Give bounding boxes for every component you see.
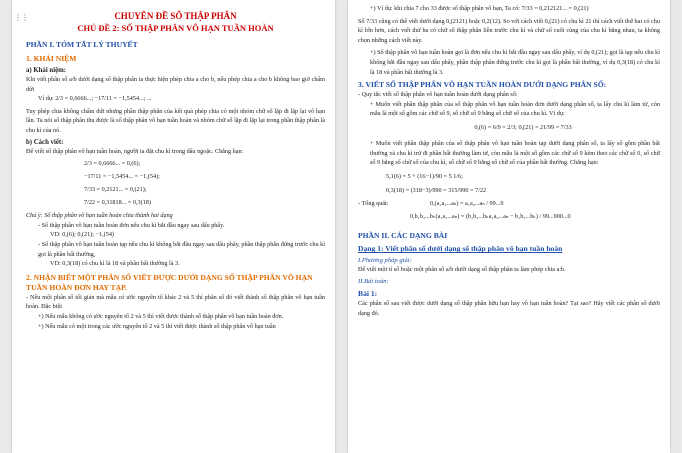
part-heading: PHẦN II. CÁC DẠNG BÀI (358, 231, 448, 241)
general-label: - Tổng quát: (358, 199, 389, 207)
paragraph: Tuy phép chia không chấm dứt nhưng phần thập phân của kết quả phép chia có một nhóm chữ số lặp đi lặp lại vô hạn lần. Ta nói số thập phân thu được là số thập phân vô hạn tuần hoàn và nhóm chữ số lặp đi lặp lại trong phần thập phân là chu kì của nó. (26, 107, 325, 134)
paragraph: - Quy tắc viết số thập phân vô hạn tuần hoàn dưới dạng phân số: (358, 91, 518, 99)
exercise-number: Bài 1: (358, 288, 378, 298)
document-page-left (12, 0, 335, 453)
paragraph: + Muốn viết phần thập phân của số thập phân vô hạn tuần hoàn đơn dưới dạng phân số, ta lấy chu kì làm tử, còn mẫu là một số gồm các chữ số 9, số chữ số 9 bằng số chữ số của chu kì. Ví dụ: (370, 100, 660, 118)
formula-line: 0,(6) = 6/9 = 2/3; 0,(21) = 21/99 = 7/33 (474, 123, 572, 131)
exercise-heading: II.Bài toán: (358, 277, 389, 285)
subsection-heading: b) Cách viết: (26, 138, 64, 146)
general-formula-2: 0,b₁b₂...bₖ(a₁a₂...aₙ) = (b₁b₂...bₖa₁a₂...aₙ − b₁b₂...bₖ) / 99...900...0 (410, 213, 571, 221)
subsection-heading: a) Khái niệm: (26, 67, 67, 74)
formula-line: 7/22 = 0,31818... = 0,3(18) (84, 199, 151, 207)
section-heading: 1. KHÁI NIỆM (26, 54, 77, 63)
paragraph: +) Số thập phân vô hạn tuần hoàn gọi là đơn nếu chu kì bắt đầu ngay sau dấu phẩy, ví dụ 0,(21); gọi là tạp nếu chu kì không bắt đầu ngay sau dấu phẩy, phần thập phân đứng trước chu kì gọi là phần bất thường, ví dụ 0,3(18) có chu kì là 18 và phần bất thường là 3. (370, 49, 660, 76)
form-heading: Dạng 1: Viết phân số dưới dạng số thập phân vô hạn tuần hoàn (358, 244, 563, 254)
note-item: - Số thập phân vô hạn tuần hoàn đơn nếu chu kì bắt đầu ngay sau dấu phẩy. (38, 221, 225, 229)
paragraph: +) Nếu mẫu có một trong các ước nguyên tố 2 và 5 thì viết được thành số thập phân vô hạn tuần (38, 322, 276, 330)
note-line: Chú ý: Số thập phân vô hạn tuần hoàn chia thành hai dạng (26, 212, 173, 220)
paragraph: Số 7/33 cũng có thể viết dưới dạng 0,(2121) hoặc 0,2(12). So với cách viết 0,(21) có chu kì 21 thì cách viết thứ hai có chu kì lớn hơn, cách viết thứ ba có chữ số thập phân liền trước chu kì và chữ số cuối cùng của chu kì bằng nhau, ta không chọn những cách viết này. (358, 17, 660, 44)
paragraph: + Muốn viết phần thập phân của số thập phân vô hạn tuần hoàn tạp dưới dạng phân số, ta lấy số gồm phần bất thường và chu kì trừ đi phần bất thường làm tử, còn mẫu là một số gồm các chữ số 9 kèm theo các chữ số 0, số chữ số 9 bằng số chữ số của chu kì, số chữ số 0 bằng số chữ số của phần bất thường. Chẳng hạn: (370, 139, 660, 167)
paragraph: +) Ví dụ: khi chia 7 cho 33 được số thập phân vô hạn, Ta có: 7/33 = 0,212121... = 0,(21) (370, 5, 589, 12)
formula-line: 2/3 = 0,6666... = 0,(6); (84, 160, 141, 168)
formula-line: 7/33 = 0,2121... = 0,(21); (84, 186, 147, 194)
exercise-text: Các phân số sau viết được dưới dạng số thập phân hữu hạn hay vô hạn tuần hoàn? Tại sao? Hãy viết các phân số dưới dạng đó. (358, 299, 660, 317)
part-heading: PHẦN I. TÓM TẮT LÝ THUYẾT (26, 40, 138, 49)
paragraph: Để viết số thập phân vô hạn tuần hoàn, người ta đặt chu kì trong dấu ngoặc. Chẳng hạn: (26, 147, 244, 155)
note-item: - Số thập phân vô hạn tuần hoàn tạp nếu chu kì không bắt đầu ngay sau dấu phẩy, phần thập phân đứng trước chu kì gọi là phần bất thường, (38, 240, 325, 258)
general-formula-label (358, 199, 660, 209)
formula-line: 5,1(6) = 5 + (16−1)/90 = 5 1/6; (386, 172, 463, 180)
formula-line: −17/11 = −1,5454... = −1,(54); (84, 173, 160, 181)
document-subtitle: CHỦ ĐỀ 2: SỐ THẬP PHÂN VÔ HẠN TUẦN HOÀN (77, 23, 274, 33)
paragraph: Để viết một tỉ số hoặc một phân số a/b dưới dạng số thập phân ta làm phép chia a:b. (358, 266, 566, 274)
method-heading: I.Phương pháp giải: (358, 257, 412, 265)
document-title: CHUYÊN ĐỀ SỐ THẬP PHÂN (114, 11, 237, 21)
paragraph: Khi viết phân số a/b dưới dạng số thập phân ta thực hiện phép chia a cho b, nếu phép chia a cho b không bao giờ chấm dứt (26, 76, 325, 93)
section-heading: 2. NHẬN BIẾT MỘT PHÂN SỐ VIẾT ĐƯỢC DƯỚI DẠNG SỐ THẬP PHÂN VÔ HẠN TUẦN HOÀN ĐƠN HAY TẠP. (26, 272, 313, 292)
note-example: VD: 0,3(18) có chu kì là 18 và phần bất thường là 3. (50, 260, 180, 268)
example-line: Ví dụ: 2/3 = 0,6666...; −17/11 = −1,5454...; ... (38, 95, 152, 103)
paragraph: +) Nếu mẫu không có ước nguyên tố 2 và 5 thì viết được thành số thập phân vô hạn tuần hoàn đơn. (38, 312, 284, 320)
paragraph: - Nếu một phân số tối giản mà mẫu có ước nguyên tố khác 2 và 5 thì phân số đó viết thành số thập phân vô hạn tuần hoàn. Đặc biệt (26, 293, 325, 311)
note-example: VD: 0,(6); 0,(21); −1,(54) (50, 231, 114, 239)
drag-handle-icon[interactable]: ⋮⋮ (14, 13, 28, 22)
general-formula-1: 0,(a₁a₂...aₙ) = a₁a₂...aₙ / 99...9 (430, 199, 504, 207)
section-heading: 3. VIẾT SỐ THẬP PHÂN VÔ HẠN TUẦN HOÀN DƯỚI DẠNG PHÂN SỐ: (358, 80, 607, 90)
formula-line: 0,3(18) = (318−3)/990 = 315/990 = 7/22 (386, 186, 487, 194)
document-page-right (348, 0, 670, 453)
